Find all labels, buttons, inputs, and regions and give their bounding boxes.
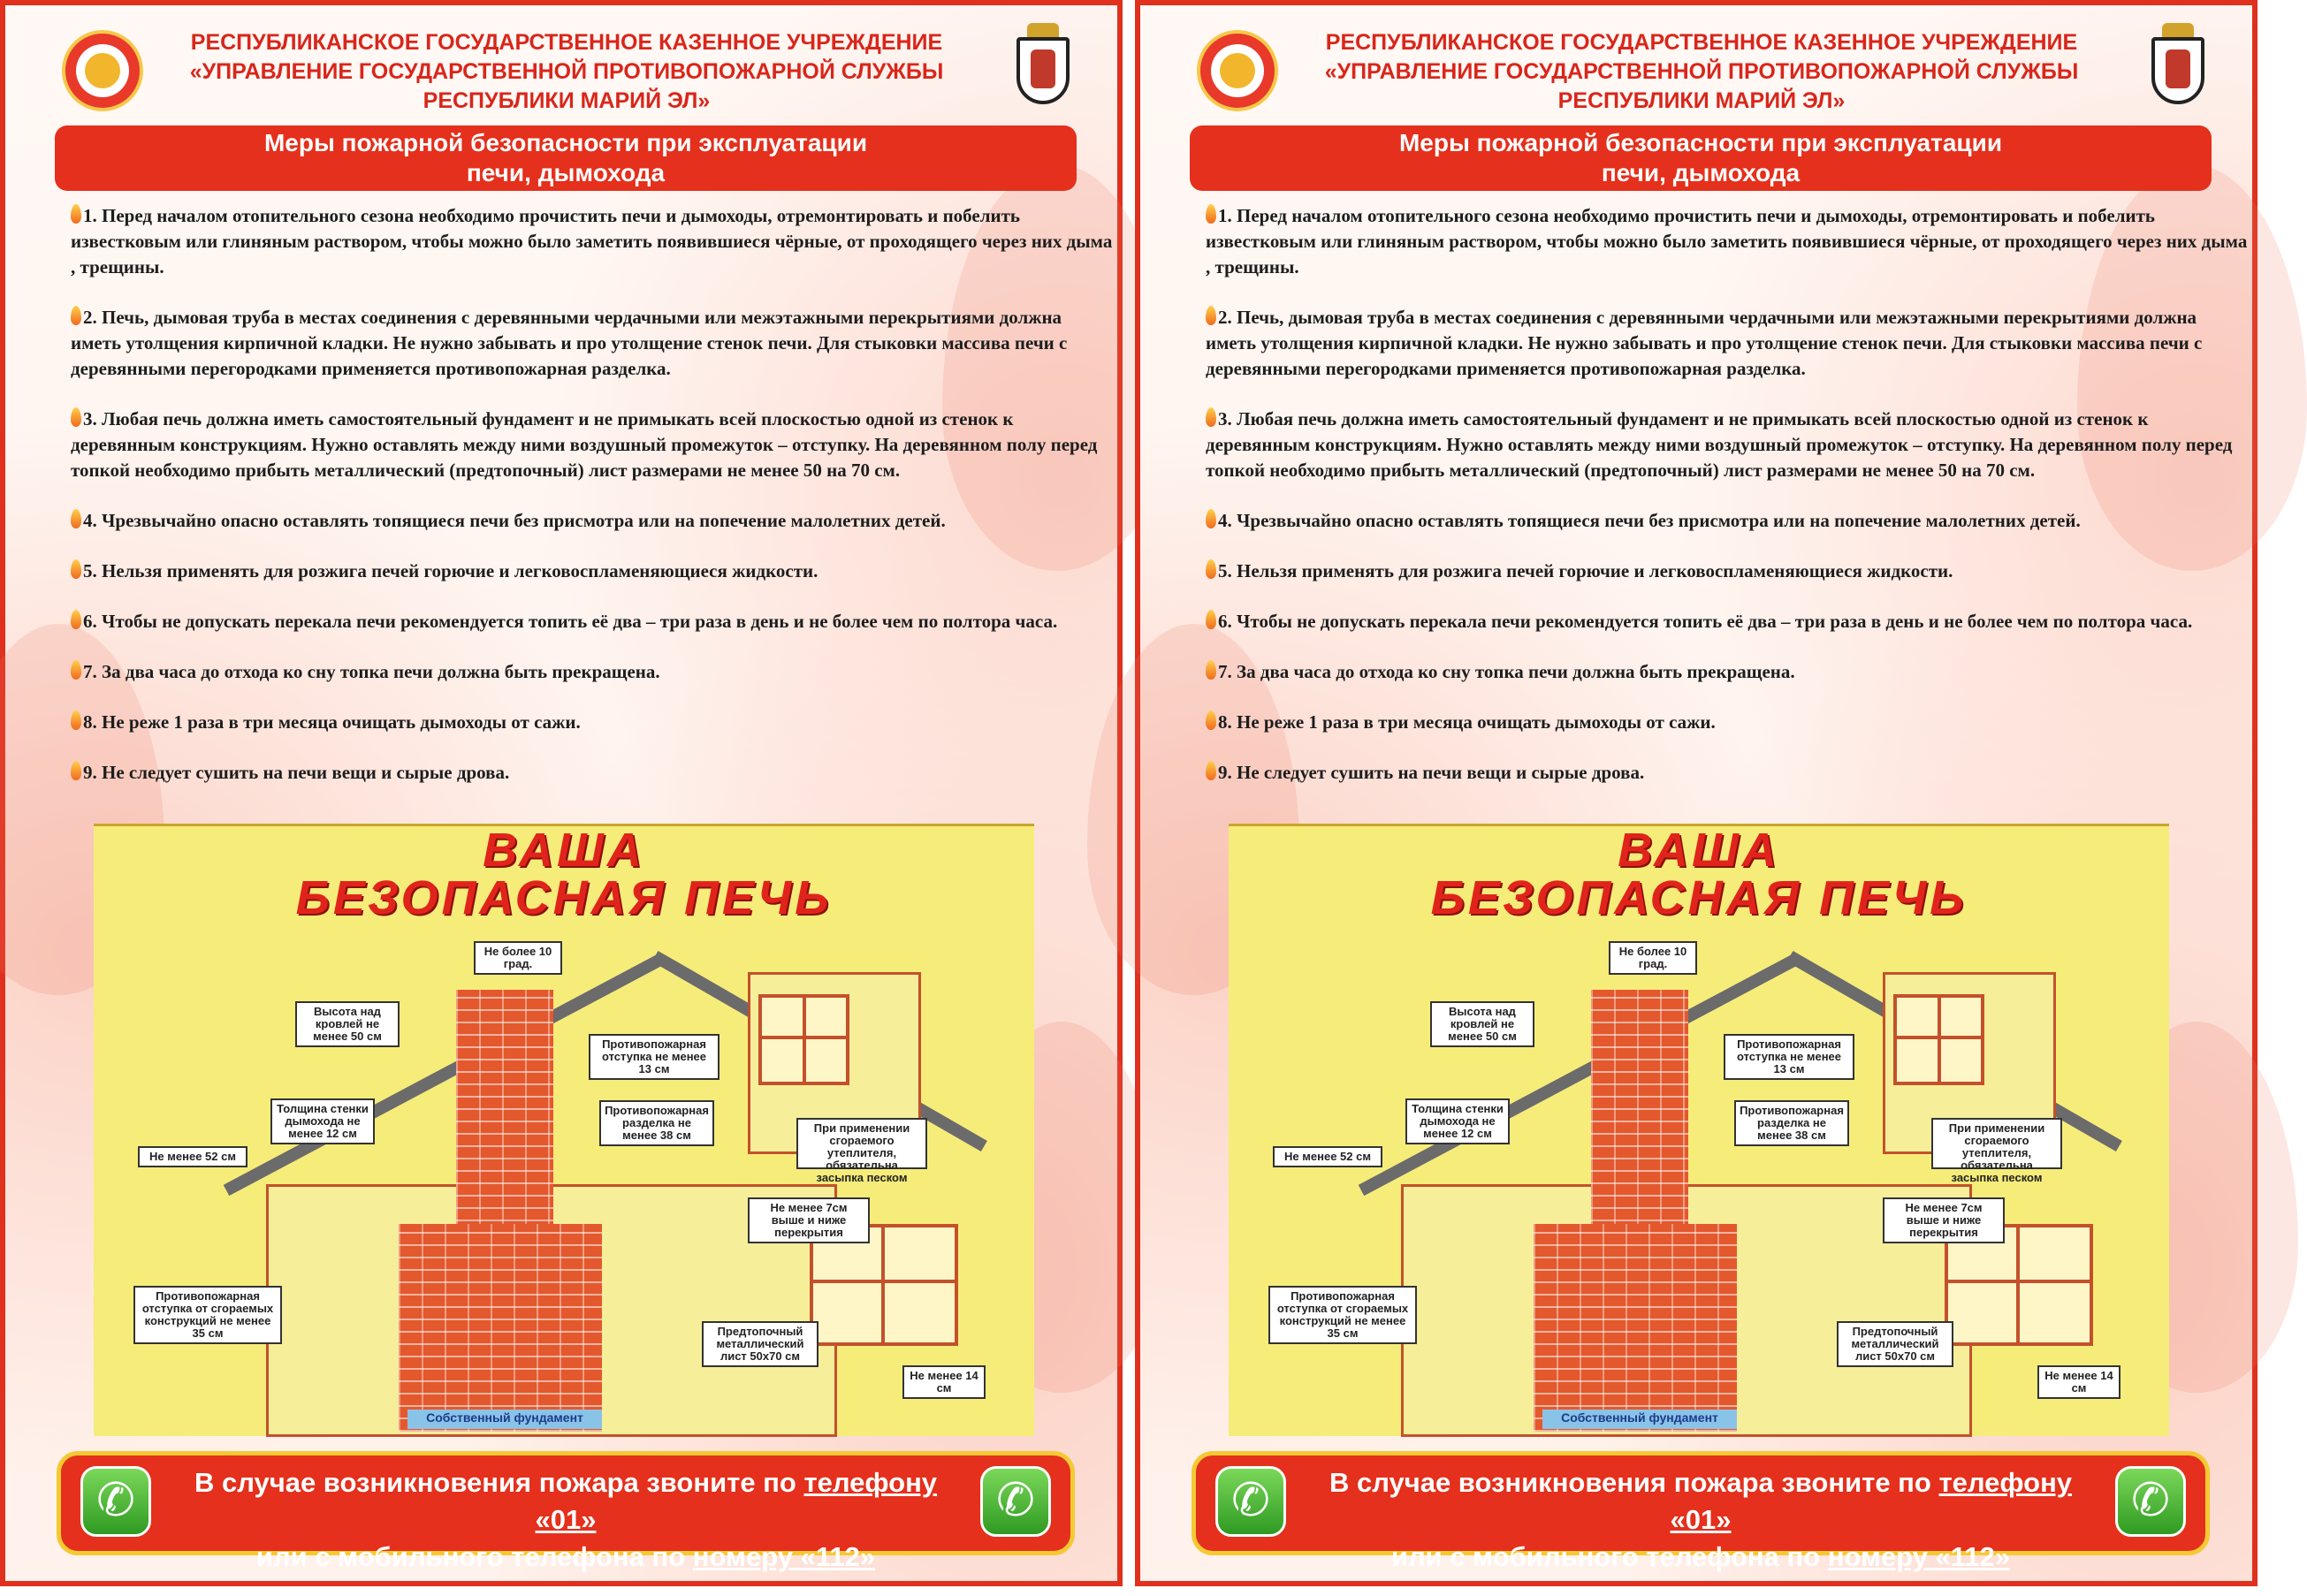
min-14-label: Не менее 14 см xyxy=(2037,1365,2120,1399)
flame-bullet-icon xyxy=(71,509,81,528)
phone-icon: ✆ xyxy=(980,1466,1051,1537)
flame-bullet-icon xyxy=(71,761,81,780)
org-line: РЕСПУБЛИКИ МАРИЙ ЭЛ» xyxy=(423,88,711,113)
rule-item: 3. Любая печь должна иметь самостоятельный фундамент и не примыкать всей плоскостью одной из стенок к деревянным конструкциям. Нужно оставлять между ними воздушный промежуток – отступку. На деревянном полу перед топкой необходимо прибыть металлический (предтопочный) лист размерами не менее 50 на 70 см. xyxy=(1206,408,2233,481)
flame-bullet-icon xyxy=(71,559,81,579)
rule-item: 8. Не реже 1 раза в три месяца очищать дымоходы от сажи. xyxy=(71,710,1114,735)
flame-bullet-icon xyxy=(1206,204,1216,224)
attic-window xyxy=(1893,994,1984,1085)
fire-service-emblem-icon xyxy=(62,30,143,111)
phone-01-link: телефону «01» xyxy=(1670,1467,2073,1535)
diagram-title-line: БЕЗОПАСНАЯ ПЕЧЬ xyxy=(1430,871,1968,924)
title-line: Меры пожарной безопасности при эксплуатации xyxy=(263,129,868,156)
rules-list xyxy=(1206,203,2249,810)
organization-name xyxy=(1299,28,2104,116)
emergency-footer xyxy=(1192,1451,2210,1572)
title-line: печи, дымохода xyxy=(1601,159,1801,186)
stove-body xyxy=(1534,1224,1737,1432)
diagram-title-line: БЕЗОПАСНАЯ ПЕЧЬ xyxy=(295,871,833,924)
emergency-footer xyxy=(57,1451,1075,1572)
min-52-label: Не менее 52 см xyxy=(138,1146,247,1167)
organization-name xyxy=(164,28,969,116)
coat-of-arms-icon xyxy=(2150,23,2206,108)
emergency-text: В случае возникновения пожара звоните по телефону «01» или с мобильного телефона по номеру «112» xyxy=(1329,1467,2073,1572)
stove-body xyxy=(399,1224,602,1432)
fire-service-emblem-icon xyxy=(1197,30,1278,111)
attic-window xyxy=(758,994,849,1085)
roof-gap-label: Противопожарная отступка не менее 13 см xyxy=(589,1034,720,1080)
flame-bullet-icon xyxy=(1206,407,1216,427)
phone-icon: ✆ xyxy=(1215,1466,1286,1537)
safe-stove-diagram xyxy=(94,824,1034,1436)
header xyxy=(1184,23,2219,120)
poster-title xyxy=(55,125,1077,191)
phone-112-link: номеру «112» xyxy=(692,1541,876,1572)
rule-item: 3. Любая печь должна иметь самостоятельный фундамент и не примыкать всей плоскостью одной из стенок к деревянным конструкциям. Нужно оставлять между ними воздушный промежуток – отступку. На деревянном полу перед топкой необходимо прибыть металлический (предтопочный) лист размерами не менее 50 на 70 см. xyxy=(71,408,1098,481)
flame-bullet-icon xyxy=(1206,711,1216,730)
insulation-label: При применении сгораемого утеплителя, обязательна засыпка песком xyxy=(1931,1118,2062,1169)
poster-title xyxy=(1190,125,2212,191)
org-line: «УПРАВЛЕНИЕ ГОСУДАРСТВЕННОЙ ПРОТИВОПОЖАРНОЙ СЛУЖБЫ xyxy=(1324,59,2079,84)
phone-icon: ✆ xyxy=(2115,1466,2186,1537)
foundation-label: Собственный фундамент xyxy=(407,1410,602,1429)
fire-gap-35-label: Противопожарная отступка от сгораемых конструкций не менее 35 см xyxy=(1268,1286,1417,1344)
flame-bullet-icon xyxy=(1206,610,1216,629)
flame-bullet-icon xyxy=(71,610,81,629)
rule-item: 2. Печь, дымовая труба в местах соединения с деревянными чердачными или межэтажными перекрытиями должна иметь утолщения кирпичной кладки. Не нужно забывать и про утолщение стенок печи. Для стыковки массива печи с деревянными перегородками применяется противопожарная разделка. xyxy=(1206,307,2203,379)
flame-bullet-icon xyxy=(71,204,81,224)
roof-gap-label: Противопожарная отступка не менее 13 см xyxy=(1724,1034,1854,1080)
flame-bullet-icon xyxy=(71,711,81,730)
phone-112-link: номеру «112» xyxy=(1827,1541,2011,1572)
fire-gap-35-label: Противопожарная отступка от сгораемых конструкций не менее 35 см xyxy=(133,1286,282,1344)
flame-bullet-icon xyxy=(1206,306,1216,325)
rule-item: 7. За два часа до отхода ко сну топка печи должна быть прекращена. xyxy=(71,659,1114,685)
flame-bullet-icon xyxy=(1206,761,1216,780)
rule-item: 4. Чрезвычайно опасно оставлять топящиеся печи без присмотра или на попечение малолетних детей. xyxy=(71,508,1114,534)
height-label: Высота над кровлей не менее 50 см xyxy=(295,1001,400,1047)
rule-item: 5. Нельзя применять для розжига печей горючие и легковоспламеняющиеся жидкости. xyxy=(71,559,1114,584)
min-14-label: Не менее 14 см xyxy=(902,1365,986,1399)
flame-bullet-icon xyxy=(1206,660,1216,680)
wall-thickness-label: Толщина стенки дымохода не менее 12 см xyxy=(1405,1098,1510,1144)
poster-right xyxy=(1135,0,2258,1586)
org-line: РЕСПУБЛИКАНСКОЕ ГОСУДАРСТВЕННОЕ КАЗЕННОЕ УЧРЕЖДЕНИЕ xyxy=(1325,30,2078,55)
flame-bullet-icon xyxy=(71,660,81,680)
title-line: печи, дымохода xyxy=(466,159,666,186)
rule-item: 4. Чрезвычайно опасно оставлять топящиеся печи без присмотра или на попечение малолетних детей. xyxy=(1206,508,2249,534)
rule-item: 2. Печь, дымовая труба в местах соединения с деревянными чердачными или межэтажными перекрытиями должна иметь утолщения кирпичной кладки. Не нужно забывать и про утолщение стенок печи. Для стыковки массива печи с деревянными перегородками применяется противопожарная разделка. xyxy=(71,307,1068,379)
flame-bullet-icon xyxy=(71,306,81,325)
min-52-label: Не менее 52 см xyxy=(1273,1146,1382,1167)
flame-bullet-icon xyxy=(71,407,81,427)
org-line: «УПРАВЛЕНИЕ ГОСУДАРСТВЕННОЙ ПРОТИВОПОЖАРНОЙ СЛУЖБЫ xyxy=(189,59,944,84)
diagram-title-line: ВАША xyxy=(483,824,645,877)
partition-label: Противопожарная разделка не менее 38 см xyxy=(599,1100,714,1146)
min-7-label: Не менее 7см выше и ниже перекрытия xyxy=(748,1197,870,1243)
rule-item: 8. Не реже 1 раза в три месяца очищать дымоходы от сажи. xyxy=(1206,710,2249,735)
rule-item: 6. Чтобы не допускать перекала печи рекомендуется топить её два – три раза в день и не более чем по полтора часа. xyxy=(71,609,1114,635)
wall-thickness-label: Толщина стенки дымохода не менее 12 см xyxy=(270,1098,375,1144)
foundation-label: Собственный фундамент xyxy=(1542,1410,1737,1429)
coat-of-arms-icon xyxy=(1015,23,1071,108)
diagram-title-line: ВАША xyxy=(1618,824,1780,877)
rule-item: 9. Не следует сушить на печи вещи и сырые дрова. xyxy=(71,760,1114,786)
partition-label: Противопожарная разделка не менее 38 см xyxy=(1734,1100,1849,1146)
insulation-label: При применении сгораемого утеплителя, обязательна засыпка песком xyxy=(796,1118,927,1169)
min-7-label: Не менее 7см выше и ниже перекрытия xyxy=(1883,1197,2005,1243)
title-line: Меры пожарной безопасности при эксплуатации xyxy=(1398,129,2003,156)
rule-item: 9. Не следует сушить на печи вещи и сырые дрова. xyxy=(1206,760,2249,786)
rules-list xyxy=(71,203,1114,810)
angle-label: Не более 10 град. xyxy=(1609,941,1697,975)
header xyxy=(49,23,1084,120)
safe-stove-diagram xyxy=(1229,824,2169,1436)
flame-bullet-icon xyxy=(1206,509,1216,528)
rule-item: 6. Чтобы не допускать перекала печи рекомендуется топить её два – три раза в день и не более чем по полтора часа. xyxy=(1206,609,2249,635)
flame-bullet-icon xyxy=(1206,559,1216,579)
rule-item: 7. За два часа до отхода ко сну топка печи должна быть прекращена. xyxy=(1206,659,2249,685)
org-line: РЕСПУБЛИКАНСКОЕ ГОСУДАРСТВЕННОЕ КАЗЕННОЕ УЧРЕЖДЕНИЕ xyxy=(190,30,943,55)
rule-item: 1. Перед началом отопительного сезона необходимо прочистить печи и дымоходы, отремонтировать и побелить известковым или глиняным раствором, чтобы можно было заметить появившиеся чёрные, от проходящего через них дыма , трещины. xyxy=(71,205,1113,277)
phone-icon: ✆ xyxy=(80,1466,151,1537)
rule-item: 1. Перед началом отопительного сезона необходимо прочистить печи и дымоходы, отремонтировать и побелить известковым или глиняным раствором, чтобы можно было заметить появившиеся чёрные, от проходящего через них дыма , трещины. xyxy=(1206,205,2248,277)
org-line: РЕСПУБЛИКИ МАРИЙ ЭЛ» xyxy=(1557,88,1846,113)
height-label: Высота над кровлей не менее 50 см xyxy=(1430,1001,1534,1047)
metal-sheet-label: Предтопочный металлический лист 50х70 см xyxy=(702,1321,818,1367)
emergency-text: В случае возникновения пожара звоните по телефону «01» или с мобильного телефона по номеру «112» xyxy=(194,1467,938,1572)
rule-item: 5. Нельзя применять для розжига печей горючие и легковоспламеняющиеся жидкости. xyxy=(1206,559,2249,584)
angle-label: Не более 10 град. xyxy=(474,941,562,975)
poster-left xyxy=(0,0,1123,1586)
metal-sheet-label: Предтопочный металлический лист 50х70 см xyxy=(1837,1321,1953,1367)
phone-01-link: телефону «01» xyxy=(535,1467,938,1535)
